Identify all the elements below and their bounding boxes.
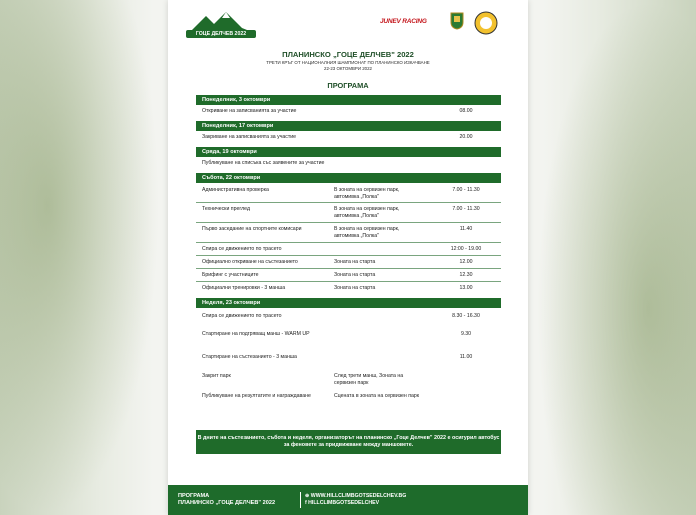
time: 9.30	[460, 331, 472, 337]
club-badge-icon	[474, 11, 498, 35]
activity: Първо заседание на спортните комисари	[202, 226, 302, 232]
time: 11.00	[459, 354, 473, 360]
website-text: WWW.HILLCLIMBGOTSEDELCHEV.BG	[310, 493, 407, 499]
activity: Откриване на записванията за участие	[202, 108, 297, 114]
place: Зоната на старта	[334, 272, 376, 278]
row-divider	[196, 202, 501, 203]
place: В зоната на сервизен парк, автомивка „Полка"	[334, 187, 400, 200]
section-title: ПРОГРАМА	[327, 81, 369, 90]
time: 08.00	[459, 108, 473, 114]
footer-line-1: ПРОГРАМА	[178, 493, 210, 499]
background-blur-left	[0, 0, 160, 515]
time: 11.40	[459, 226, 473, 232]
footer-divider	[300, 492, 301, 508]
place: В зоната на сервизен парк, автомивка „Полка"	[334, 226, 400, 239]
time: 12:00 - 19.00	[450, 246, 482, 252]
footer-line-2: ПЛАНИНСКО „ГОЦЕ ДЕЛЧЕВ" 2022	[178, 500, 276, 506]
day-header: Сряда, 19 октомври	[196, 147, 501, 157]
activity: Брифинг с участниците	[202, 272, 259, 278]
activity: Стартиране на подгряващ манш - WARM UP	[202, 331, 310, 337]
activity: Закриване на записванията за участие	[202, 134, 297, 140]
website-link[interactable]	[305, 493, 406, 500]
program-sheet	[168, 0, 528, 515]
place: Зоната на старта	[334, 259, 376, 265]
time: 20.00	[459, 134, 473, 140]
footer-title	[178, 493, 275, 507]
event-logo	[186, 10, 256, 44]
place: Зоната на старта	[334, 285, 376, 291]
day-header: Понеделник, 17 октомври	[196, 121, 501, 131]
place: В зоната на сервизен парк, автомивка „Полка"	[334, 206, 400, 219]
globe-icon: ⊕	[305, 493, 311, 499]
document-subtitle: ТРЕТИ КРЪГ ОТ НАЦИОНАЛНИЯ ШАМПИОНАТ ПО ПЛАНИНСКО ИЗКАЧВАНЕ	[266, 60, 430, 65]
row-divider	[196, 268, 501, 269]
activity: Стартиране на състезанието - 3 манша	[202, 354, 297, 360]
activity: Технически преглед	[202, 206, 250, 212]
time: 12.30	[459, 272, 473, 278]
sponsor-logo: JUNEV RACING	[380, 18, 427, 25]
time: 7.00 - 11.30	[452, 206, 480, 212]
background-blur-right	[536, 0, 696, 515]
activity: Административна проверка	[202, 187, 269, 193]
document-title: ПЛАНИНСКО „ГОЦЕ ДЕЛЧЕВ" 2022	[282, 50, 414, 59]
activity: Спира се движението по трасето	[202, 246, 282, 252]
footer-links	[305, 493, 406, 507]
place: След трети манш, Зоната на сервизен парк	[334, 373, 404, 386]
bus-notice: В дните на състезанието, събота и неделя, организаторът на планинско „Гоце Делчев" 2022 е осигурил автобус за феновете за придвижване между маншовете.	[196, 430, 501, 454]
municipality-crest-icon	[450, 12, 464, 30]
row-divider	[196, 281, 501, 282]
day-header: Понеделник, 3 октомври	[196, 95, 501, 105]
facebook-icon: f	[305, 500, 309, 506]
activity: Официално откриване на състезанието	[202, 259, 298, 265]
time: 8.30 - 16.30	[452, 313, 480, 319]
time: 12.00	[459, 259, 473, 265]
time: 13.00	[459, 285, 473, 291]
event-dates: 22-23 ОКТОМВРИ 2022	[324, 66, 372, 71]
activity: Закрит парк	[202, 373, 231, 379]
row-divider	[196, 242, 501, 243]
day-header: Неделя, 23 октомври	[196, 298, 501, 308]
activity: Официални тренировки - 3 манша	[202, 285, 286, 291]
day-header: Събота, 22 октомври	[196, 173, 501, 183]
facebook-text: HILLCLIMBGOTSEDELCHEV	[308, 500, 380, 506]
row-divider	[196, 222, 501, 223]
row-divider	[196, 255, 501, 256]
logo-label: ГОЦЕ ДЕЛЧЕВ 2022	[186, 30, 256, 38]
activity: Публикуване на резултатите и награждаване	[202, 393, 311, 399]
facebook-link[interactable]	[305, 500, 406, 507]
time: 7.00 - 11.30	[452, 187, 480, 193]
activity: Спира се движението по трасето	[202, 313, 282, 319]
footer-bar	[168, 485, 528, 515]
activity: Публикуване на списъка със заявените за участие	[202, 160, 325, 166]
place: Сцената в зоната на сервизен парк	[334, 393, 420, 399]
